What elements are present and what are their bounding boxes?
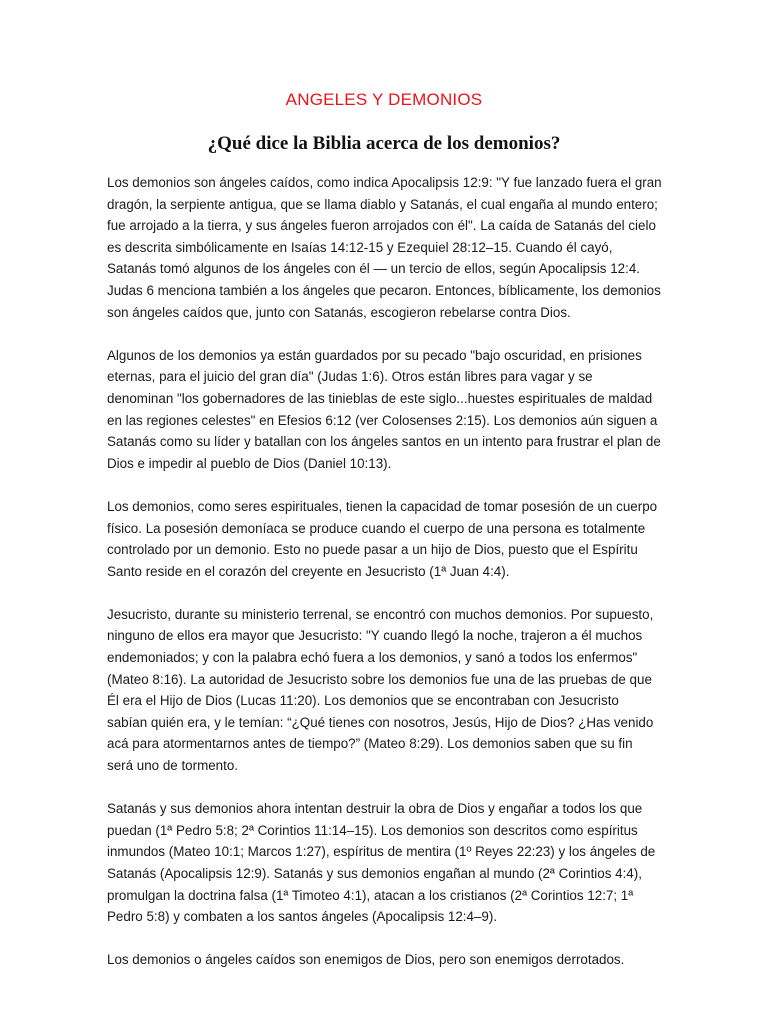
document-title: ANGELES Y DEMONIOS	[285, 90, 483, 109]
paragraph: Algunos de los demonios ya están guardados por su pecado "bajo oscuridad, en prisiones eternas, para el juicio del gran día" (Judas 1:6). Otros están libres para vagar y se denominan "los gobernadores de las tinieblas de este siglo...huestes espirituales de maldad en las regiones celestes" en Efesios 6:12 (ver Colosenses 2:15). Los demonios aún siguen a Satanás como su líder y batallan con los ángeles santos en un intento para frustrar el plan de Dios e impedir al pueblo de Dios (Daniel 10:13).	[107, 347, 661, 471]
paragraph: Los demonios son ángeles caídos, como indica Apocalipsis 12:9: "Y fue lanzado fuera el gran dragón, la serpiente antigua, que se llama diablo y Satanás, el cual engaña al mundo entero; fue arrojado a la tierra, y sus ángeles fueron arrojados con él". La caída de Satanás del cielo es descrita simbólicamente en Isaías 14:12-15 y Ezequiel 28:12–15. Cuando él cayó, Satanás tomó algunos de los ángeles con él — un tercio de ellos, según Apocalipsis 12:4. Judas 6 menciona también a los ángeles que pecaron. Entonces, bíblicamente, los demonios son ángeles caídos que, junto con Satanás, escogieron rebelarse contra Dios.	[107, 175, 662, 320]
paragraph: Los demonios o ángeles caídos son enemigos de Dios, pero son enemigos derrotados.	[107, 952, 625, 968]
document-subtitle: ¿Qué dice la Biblia acerca de los demonios?	[207, 133, 561, 154]
paragraph: Los demonios, como seres espirituales, tienen la capacidad de tomar posesión de un cuerpo físico. La posesión demoníaca se produce cuando el cuerpo de una persona es totalmente controlado por un demonio. Esto no puede pasar a un hijo de Dios, puesto que el Espíritu Santo reside en el corazón del creyente en Jesucristo (1ª Juan 4:4).	[107, 498, 658, 579]
document-body	[107, 172, 662, 993]
paragraph: Satanás y sus demonios ahora intentan destruir la obra de Dios y engañar a todos los que puedan (1ª Pedro 5:8; 2ª Corintios 11:14–15). Los demonios son descritos como espíritus inmundos (Mateo 10:1; Marcos 1:27), espíritus de mentira (1º Reyes 22:23) y los ángeles de Satanás (Apocalipsis 12:9). Satanás y sus demonios engañan al mundo (2ª Corintios 4:4), promulgan la doctrina falsa (1ª Timoteo 4:1), atacan a los cristianos (2ª Corintios 12:7; 1ª Pedro 5:8) y combaten a los santos ángeles (Apocalipsis 12:4–9).	[107, 801, 656, 925]
paragraph: Jesucristo, durante su ministerio terrenal, se encontró con muchos demonios. Por supuesto, ninguno de ellos era mayor que Jesucristo: "Y cuando llegó la noche, trajeron a él muchos endemoniados; y con la palabra echó fuera a los demonios, y sanó a todos los enfermos" (Mateo 8:16). La autoridad de Jesucristo sobre los demonios fue una de las pruebas de que Él era el Hijo de Dios (Lucas 11:20). Los demonios que se encontraban con Jesucristo sabían quién era, y le temían: “¿Qué tienes con nosotros, Jesús, Hijo de Dios? ¿Has venido acá para atormentarnos antes de tiempo?” (Mateo 8:29). Los demonios saben que su fin será uno de tormento.	[107, 606, 654, 774]
